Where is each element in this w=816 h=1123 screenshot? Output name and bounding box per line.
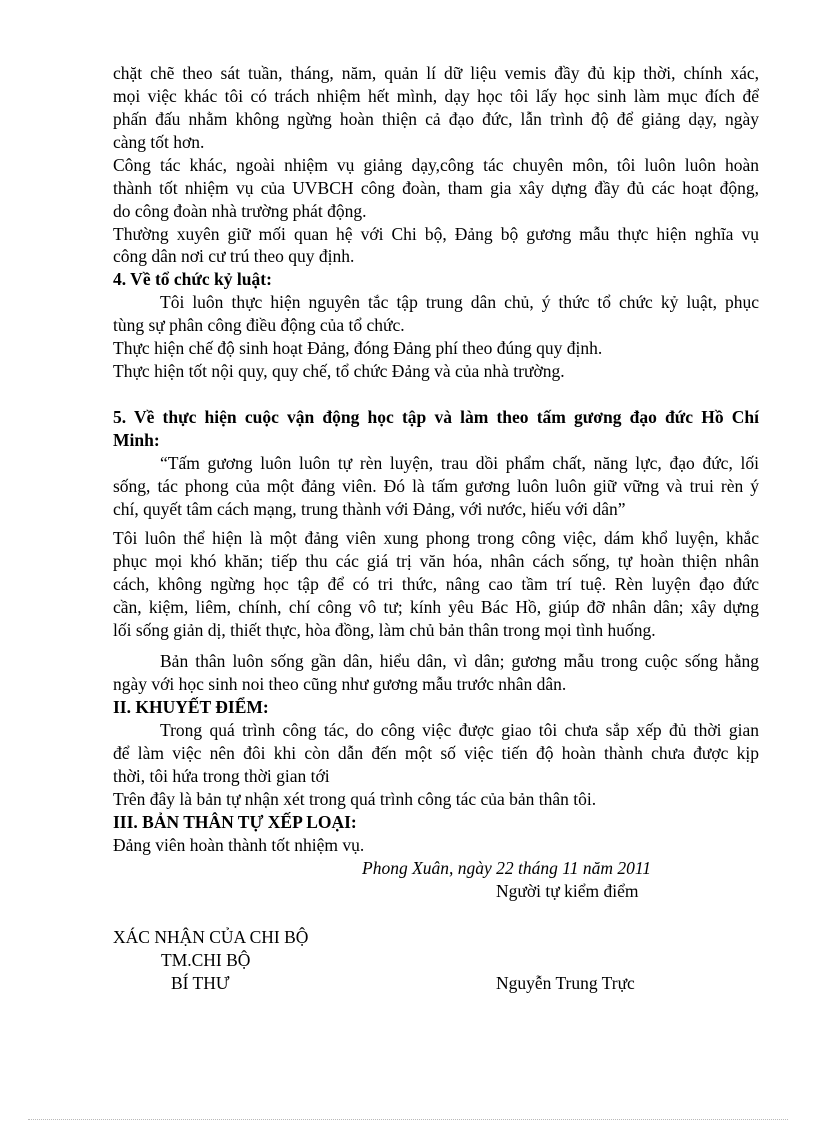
self-rating-text: Đảng viên hoàn thành tốt nhiệm vụ. (113, 835, 365, 855)
section-heading-weaknesses: II. KHUYẾT ĐIỂM: (113, 697, 269, 717)
paragraph-line: mọi việc khác tôi có trách nhiệm hết mình, dạy học tôi lấy học sinh làm mục đích để (113, 86, 759, 106)
paragraph-line: Tôi luôn thực hiện nguyên tắc tập trung dân chủ, ý thức tổ chức kỷ luật, phục (160, 292, 759, 312)
paragraph-line: phục mọi khó khăn; tiếp thu các giá trị văn hóa, nhân cách sống, tự hoàn thiện nhân (113, 551, 759, 571)
confirm-org: TM.CHI BỘ (161, 950, 251, 970)
paragraph-line: Trong quá trình công tác, do công việc được giao tôi chưa sắp xếp đủ thời gian (160, 720, 759, 740)
paragraph-line: Tôi luôn thể hiện là một đảng viên xung phong trong công việc, dám khổ luyện, khắc (113, 528, 759, 548)
paragraph-line: Công tác khác, ngoài nhiệm vụ giảng dạy,công tác chuyên môn, tôi luôn luôn hoàn (113, 155, 759, 175)
paragraph-line: chặt chẽ theo sát tuần, tháng, năm, quản lí dữ liệu vemis đầy đủ kịp thời, chính xác, (113, 63, 759, 83)
paragraph-line: thành tốt nhiệm vụ của UVBCH công đoàn, tham gia xây dựng đầy đủ các hoạt động, (113, 178, 759, 198)
paragraph-line: Bản thân luôn sống gần dân, hiểu dân, vì dân; gương mẫu trong cuộc sống hằng (160, 651, 759, 671)
paragraph-line: cách, không ngừng học tập để có tri thức, nâng cao tầm trí tuệ. Rèn luyện đạo đức (113, 574, 759, 594)
paragraph-line: lối sống giản dị, thiết thực, hòa đồng, làm chủ bản thân trong mọi tình huống. (113, 620, 656, 640)
paragraph-line: phấn đấu nhằm không ngừng hoàn thiện cả đạo đức, lẫn trình độ để giảng dạy, ngày (113, 109, 759, 129)
confirm-title: XÁC NHẬN CỦA CHI BỘ (113, 927, 309, 947)
quote-line: sống, tác phong của một đảng viên. Đó là tấm gương luôn luôn giữ vững và trui rèn ý (113, 476, 759, 496)
quote-line: “Tấm gương luôn luôn tự rèn luyện, trau dồi phẩm chất, năng lực, đạo đức, lối (160, 453, 759, 473)
confirm-role: BÍ THƯ (171, 973, 230, 993)
paragraph-line: Thường xuyên giữ mối quan hệ với Chi bộ, Đảng bộ gương mẫu thực hiện nghĩa vụ (113, 224, 759, 244)
paragraph-line: ngày với học sinh noi theo cũng như gương mẫu trước nhân dân. (113, 674, 567, 694)
paragraph-line: cần, kiệm, liêm, chính, chí công vô tư; kính yêu Bác Hồ, giúp đỡ nhân dân; xây dựng (113, 597, 759, 617)
signer-name: Nguyễn Trung Trực (496, 973, 635, 993)
paragraph-line: càng tốt hơn. (113, 132, 205, 152)
section-heading-discipline: 4. Về tổ chức kỷ luật: (113, 269, 272, 289)
paragraph-line: để làm việc nên đôi khi còn dẫn đến một số việc tiến độ hoàn thành chưa được kịp (113, 743, 759, 763)
paragraph-line: Trên đây là bản tự nhận xét trong quá trình công tác của bản thân tôi. (113, 789, 597, 809)
section-heading-campaign-cont: Minh: (113, 430, 160, 450)
paragraph-line: tùng sự phân công điều động của tổ chức. (113, 315, 405, 335)
paragraph-line: thời, tôi hứa trong thời gian tới (113, 766, 330, 786)
paragraph-line: do công đoàn nhà trường phát động. (113, 201, 367, 221)
paragraph-line: Thực hiện chế độ sinh hoạt Đảng, đóng Đảng phí theo đúng quy định. (113, 338, 603, 358)
quote-line: chí, quyết tâm cách mạng, trung thành với Đảng, với nước, hiếu với dân” (113, 499, 626, 519)
signer-title: Người tự kiểm điểm (496, 881, 639, 901)
paragraph-line: công dân nơi cư trú theo quy định. (113, 246, 355, 266)
place-date: Phong Xuân, ngày 22 tháng 11 năm 2011 (362, 858, 652, 878)
section-heading-self-rating: III. BẢN THÂN TỰ XẾP LOẠI: (113, 812, 357, 832)
paragraph-line: Thực hiện tốt nội quy, quy chế, tổ chức Đảng và của nhà trường. (113, 361, 565, 381)
section-heading-campaign: 5. Về thực hiện cuộc vận động học tập và làm theo tấm gương đạo đức Hồ Chí (113, 407, 759, 427)
page-bottom-border (28, 1119, 788, 1120)
